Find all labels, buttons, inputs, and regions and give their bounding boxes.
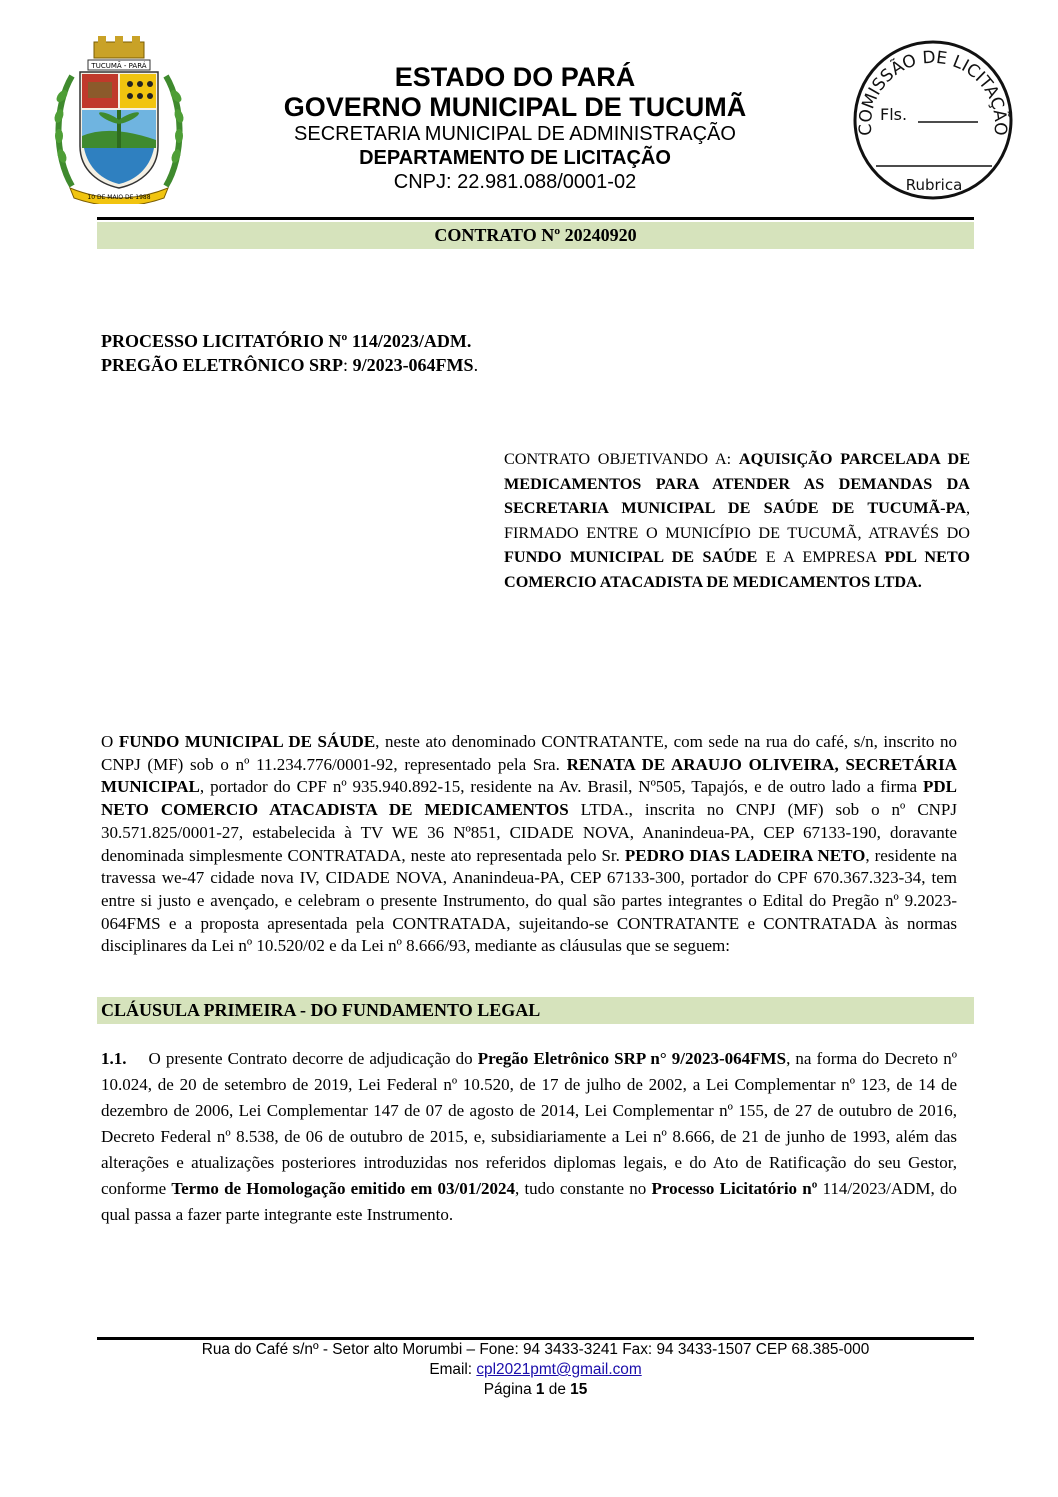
contract-object bbox=[504, 447, 970, 594]
state-name: ESTADO DO PARÁ bbox=[394, 62, 636, 92]
page-current: 1 bbox=[535, 1381, 545, 1398]
representative-name: RENATA DE ARAUJO OLIVEIRA, SECRETÁRIA MUNICIPAL bbox=[101, 754, 957, 797]
object-text-2: E A EMPRESA bbox=[757, 548, 885, 566]
preamble-text: , neste ato denominado CONTRATANTE, com sede na rua do café, s/n, inscrito no CNPJ (MF) sob o nº 11.234.776/0001-92, representado pela Sra. bbox=[101, 732, 957, 774]
email-label: Email: bbox=[429, 1361, 477, 1378]
seal-ring-text: COMISSÃO DE LICITAÇÃO bbox=[855, 47, 1011, 137]
crest-date-text: 10 DE MAIO DE 1988 bbox=[87, 194, 151, 201]
header-divider bbox=[97, 217, 974, 220]
process-number: PROCESSO LICITATÓRIO Nº 114/2023/ADM. bbox=[101, 331, 472, 351]
pregao-label: PREGÃO ELETRÔNICO SRP bbox=[101, 355, 344, 375]
clause-one-paragraph bbox=[101, 1046, 957, 1228]
department-name: DEPARTAMENTO DE LICITAÇÃO bbox=[359, 147, 671, 169]
object-company: PDL NETO COMERCIO ATACADISTA DE MEDICAMENTOS LTDA. bbox=[504, 548, 970, 591]
object-fund: FUNDO MUNICIPAL DE SAÚDE bbox=[504, 548, 758, 566]
process-references bbox=[101, 329, 961, 377]
company-representative: PEDRO DIAS LADEIRA NETO bbox=[624, 845, 866, 865]
clause-text: 114/2023/ADM, do qual passa a fazer parte integrante este Instrumento. bbox=[101, 1179, 957, 1224]
preamble-paragraph bbox=[101, 731, 957, 958]
clause-one-title: CLÁUSULA PRIMEIRA - DO FUNDAMENTO LEGAL bbox=[97, 997, 974, 1024]
homologation-reference: Termo de Homologação emitido em 03/01/2024 bbox=[171, 1179, 515, 1198]
preamble-text: O bbox=[101, 732, 119, 751]
object-text: , FIRMADO ENTRE O MUNICÍPIO DE TUCUMÃ, ATRAVÉS DO bbox=[504, 499, 970, 542]
crest-banner-text: TUCUMÃ - PARÁ bbox=[91, 62, 147, 70]
email-link[interactable]: cpl2021pmt@gmail.com bbox=[476, 1361, 642, 1378]
clause-text: O presente Contrato decorre de adjudicação do bbox=[148, 1049, 478, 1068]
contract-title: CONTRATO Nº 20240920 bbox=[97, 222, 974, 249]
clause-number: 1.1. bbox=[101, 1049, 127, 1068]
pregao-number: 9/2023-064FMS bbox=[352, 355, 474, 375]
letterhead bbox=[250, 62, 780, 194]
clause-text: , na forma do Decreto nº 10.024, de 20 de setembro de 2019, Lei Federal nº 10.520, de 17 de julho de 2002, a Lei Complementar nº 123, de 14 de dezembro de 2006, Lei Complementar 147 de 07 de agosto de 2014, Lei Complementar nº 155, de 27 de outubro de 2016, Decreto Federal nº 8.538, de 06 de outubro de 2015, e, subsidiariamente a Lei nº 8.666, de 21 de junho de 1993, além das alterações e atualizações posteriores introduzidas nos referidos diplomas legais, e do Ato de Ratificação do seu Gestor, conforme bbox=[101, 1049, 957, 1198]
secretariat-name: SECRETARIA MUNICIPAL DE ADMINISTRAÇÃO bbox=[294, 123, 736, 145]
seal-rubrica-label: Rubrica bbox=[905, 176, 963, 194]
footer-address: Rua do Café s/nº - Setor alto Morumbi – Fone: 94 3433-3241 Fax: 94 3433-1507 CEP 68.385-000 bbox=[201, 1341, 870, 1358]
contracting-fund: FUNDO MUNICIPAL DE SÁUDE bbox=[118, 732, 376, 751]
seal-fls-label: Fls. bbox=[880, 105, 908, 124]
page-total: 15 bbox=[570, 1381, 588, 1398]
page-label: Página bbox=[483, 1381, 536, 1398]
pregao-period: . bbox=[473, 355, 479, 375]
contracted-company: PDL NETO COMERCIO ATACADISTA DE MEDICAMENTOS bbox=[101, 777, 957, 820]
page-of: de bbox=[544, 1381, 571, 1398]
municipal-coat-of-arms bbox=[50, 36, 188, 204]
object-subject: AQUISIÇÃO PARCELADA DE MEDICAMENTOS PARA ATENDER AS DEMANDAS DA SECRETARIA MUNICIPAL DE SAÚDE DE TUCUMÃ-PA bbox=[504, 450, 970, 517]
page-number bbox=[97, 1380, 974, 1400]
page-footer bbox=[97, 1340, 974, 1400]
preamble-text: , residente na travessa we-47 cidade nova IV, CIDADE NOVA, Ananindeua-PA, CEP 67133-300, portador do CPF 670.367.323-34, tem entre si justo e avençado, e celebram o presente Instrumento, do qual são partes integrantes o Edital do Pregão nº 9.2023-064FMS e a proposta apresentada pela CONTRATADA, sujeitando-se CONTRATANTE e CONTRATADA às normas disciplinares da Lei nº 10.520/02 e da Lei nº 8.666/93, mediante as cláusulas que se seguem: bbox=[101, 845, 957, 956]
pregao-reference: Pregão Eletrônico SRP n° 9/2023-064FMS bbox=[477, 1049, 787, 1068]
process-reference: Processo Licitatório nº bbox=[651, 1179, 818, 1198]
government-name: GOVERNO MUNICIPAL DE TUCUMÃ bbox=[283, 92, 747, 122]
footer-email-line bbox=[97, 1360, 974, 1380]
cnpj-number: CNPJ: 22.981.088/0001-02 bbox=[393, 171, 637, 193]
clause-text: , tudo constante no bbox=[514, 1179, 652, 1198]
preamble-text: , portador do CPF nº 935.940.892-15, residente na Av. Brasil, Nº505, Tapajós, e de outro lado a firma bbox=[199, 777, 923, 797]
object-prefix: CONTRATO OBJETIVANDO A: bbox=[504, 450, 739, 468]
preamble-text: LTDA., inscrita no CNPJ (MF) sob o nº CNPJ 30.571.825/0001-27, estabelecida à TV WE 36 Nº851, CIDADE NOVA, Ananindeua-PA, CEP 67133-190, doravante denominada simplesmente CONTRATADA, neste ato representada pelo Sr. bbox=[101, 800, 958, 865]
pregao-separator: : bbox=[343, 355, 353, 375]
licitacao-commission-stamp bbox=[848, 34, 1018, 204]
